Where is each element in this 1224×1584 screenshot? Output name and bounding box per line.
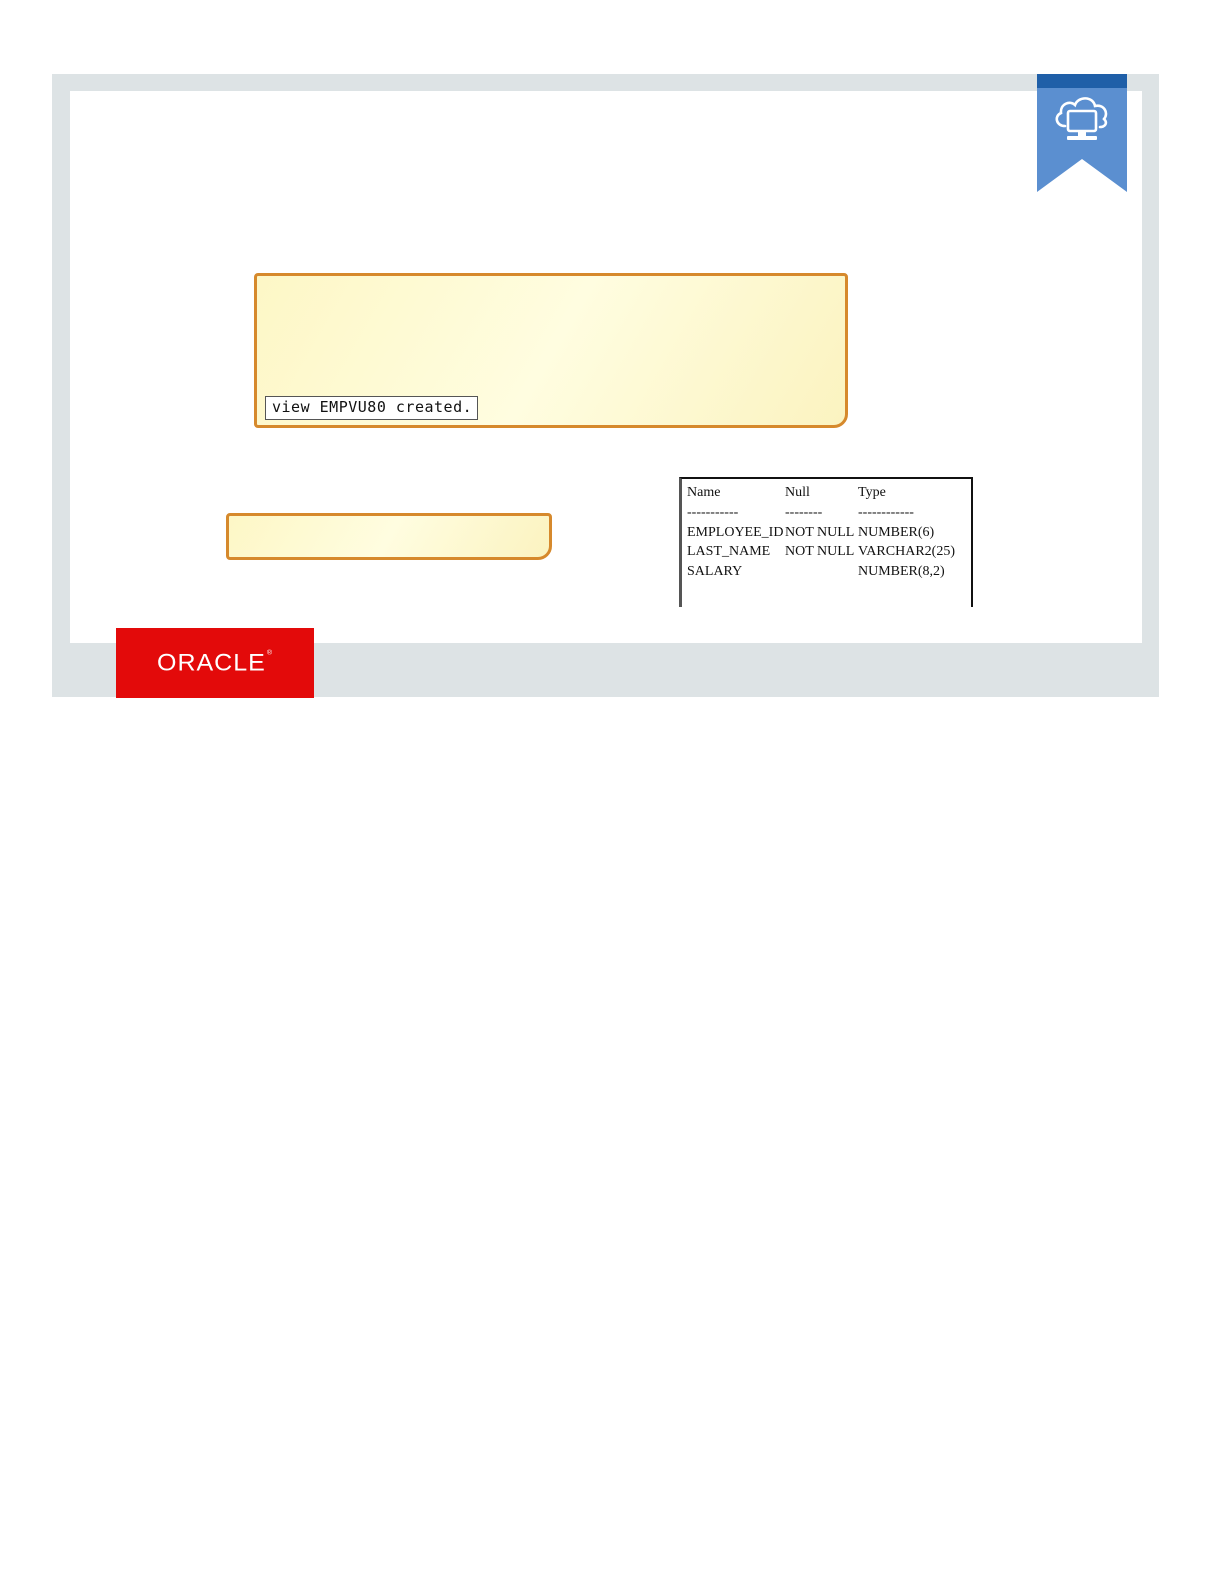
- row-name: EMPLOYEE_ID: [687, 525, 784, 540]
- row-null: NOT NULL: [785, 544, 855, 559]
- view-created-message: view EMPVU80 created.: [265, 396, 478, 420]
- column-header-name: Name: [687, 485, 721, 500]
- cloud-computer-icon: [1051, 92, 1113, 148]
- column-header-null: Null: [785, 485, 810, 500]
- row-null: NOT NULL: [785, 525, 855, 540]
- oracle-logo: [116, 628, 314, 698]
- describe-callout-box: [226, 513, 552, 560]
- oracle-logo-text: ORACLE®: [157, 649, 273, 676]
- ribbon-top-band: [1037, 74, 1127, 88]
- row-type: NUMBER(6): [858, 525, 935, 540]
- sql-callout-box: [254, 273, 848, 428]
- row-name: LAST_NAME: [687, 544, 771, 559]
- separator-name: -----------: [687, 505, 739, 520]
- output-fade: [682, 601, 971, 607]
- row-type: VARCHAR2(25): [858, 544, 955, 559]
- describe-view-output: [679, 477, 973, 607]
- separator-null: --------: [785, 505, 823, 520]
- row-type: NUMBER(8,2): [858, 564, 945, 579]
- column-header-type: Type: [858, 485, 886, 500]
- separator-type: ------------: [858, 505, 914, 520]
- row-name: SALARY: [687, 564, 743, 579]
